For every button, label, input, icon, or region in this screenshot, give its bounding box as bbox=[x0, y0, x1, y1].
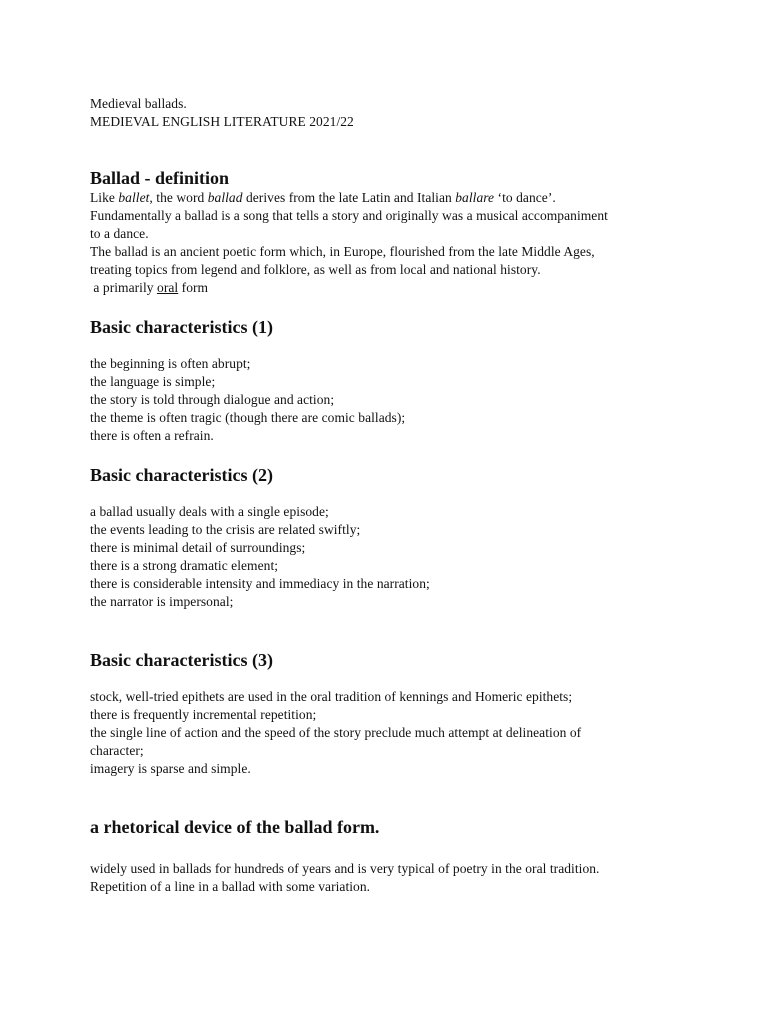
text-run: form bbox=[178, 280, 209, 295]
italic-term-ballad: ballad bbox=[207, 190, 243, 205]
section-heading-characteristics-1: Basic characteristics (1) bbox=[90, 317, 273, 337]
course-line: MEDIEVAL ENGLISH LITERATURE 2021/22 bbox=[90, 114, 354, 129]
list-item: Repetition of a line in a ballad with some variation. bbox=[90, 879, 371, 894]
list-item: imagery is sparse and simple. bbox=[90, 761, 251, 776]
definition-line-1 bbox=[90, 189, 556, 207]
text-run: , the word bbox=[149, 190, 208, 205]
list-item: the events leading to the crisis are related swiftly; bbox=[90, 522, 361, 537]
section-heading-characteristics-3: Basic characteristics (3) bbox=[90, 650, 273, 670]
definition-line-3: to a dance. bbox=[90, 226, 149, 241]
list-item: the narrator is impersonal; bbox=[90, 594, 234, 609]
list-item: the single line of action and the speed of the story preclude much attempt at delineation of bbox=[90, 725, 582, 740]
document-title-line: Medieval ballads. bbox=[90, 96, 187, 111]
list-item: character; bbox=[90, 743, 144, 758]
italic-term-ballet: ballet bbox=[118, 190, 150, 205]
list-item: the language is simple; bbox=[90, 374, 216, 389]
text-run: Like bbox=[90, 190, 119, 205]
list-item: the theme is often tragic (though there are comic ballads); bbox=[90, 410, 406, 425]
definition-line-5: treating topics from legend and folklore, as well as from local and national history. bbox=[90, 262, 541, 277]
list-item: stock, well-tried epithets are used in the oral tradition of kennings and Homeric epithets; bbox=[90, 689, 573, 704]
list-item: there is a strong dramatic element; bbox=[90, 558, 279, 573]
text-run: ‘to dance’. bbox=[494, 190, 556, 205]
italic-term-ballare: ballare bbox=[455, 190, 495, 205]
section-heading-rhetorical-device: a rhetorical device of the ballad form. bbox=[90, 817, 380, 837]
definition-line-2: Fundamentally a ballad is a song that tells a story and originally was a musical accompaniment bbox=[90, 208, 608, 223]
list-item: there is often a refrain. bbox=[90, 428, 214, 443]
list-item: a ballad usually deals with a single episode; bbox=[90, 504, 329, 519]
list-item: there is considerable intensity and immediacy in the narration; bbox=[90, 576, 430, 591]
section-heading-definition: Ballad - definition bbox=[90, 168, 230, 188]
text-run: derives from the late Latin and Italian bbox=[242, 190, 456, 205]
list-item: there is minimal detail of surroundings; bbox=[90, 540, 306, 555]
list-item: there is frequently incremental repetition; bbox=[90, 707, 317, 722]
list-item: the story is told through dialogue and action; bbox=[90, 392, 335, 407]
underlined-term-oral: oral bbox=[157, 280, 179, 295]
section-heading-characteristics-2: Basic characteristics (2) bbox=[90, 465, 273, 485]
definition-line-4: The ballad is an ancient poetic form which, in Europe, flourished from the late Middle Ages, bbox=[90, 244, 595, 259]
text-run: a primarily bbox=[90, 280, 158, 295]
definition-line-6 bbox=[90, 279, 208, 297]
list-item: the beginning is often abrupt; bbox=[90, 356, 251, 371]
list-item: widely used in ballads for hundreds of years and is very typical of poetry in the oral tradition. bbox=[90, 861, 600, 876]
